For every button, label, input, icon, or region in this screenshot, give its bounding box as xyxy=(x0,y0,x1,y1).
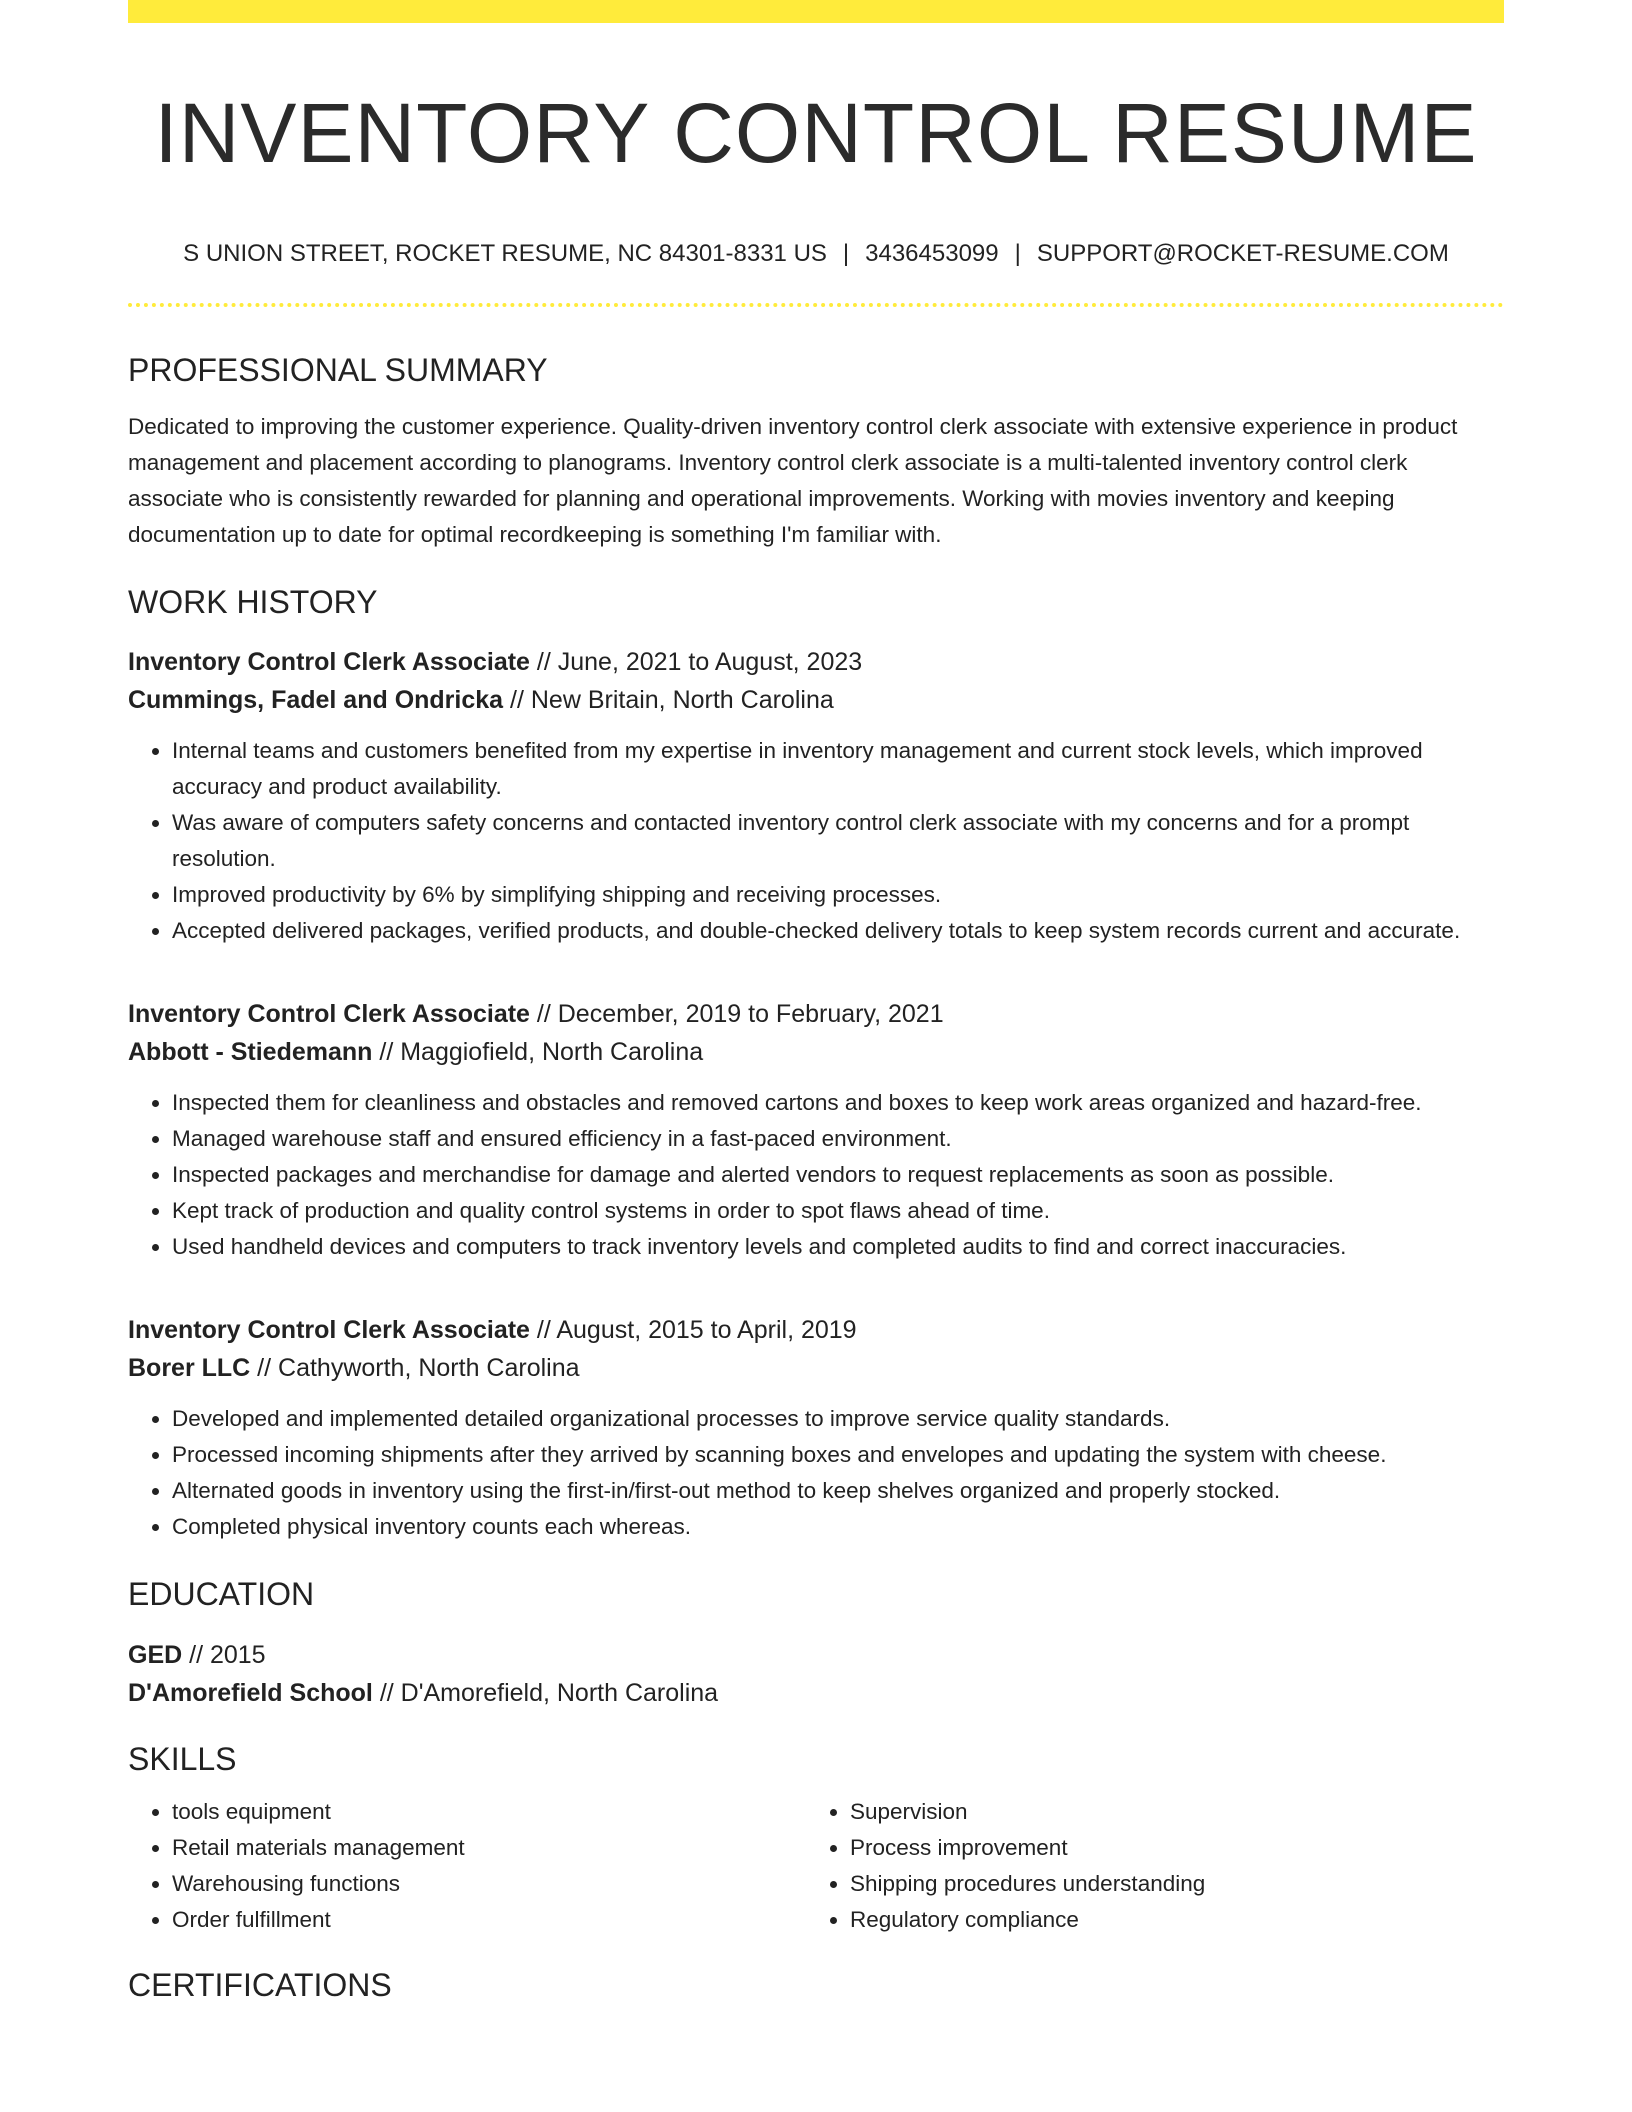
job-entry xyxy=(128,995,1504,1265)
job-role: Inventory Control Clerk Associate xyxy=(128,1316,530,1345)
job-bullet: • Kept track of production and quality control systems in order to spot flaws ahead of time. xyxy=(172,1193,1504,1229)
skill-item: • Process improvement xyxy=(850,1830,1484,1866)
job-bullet: • Managed warehouse staff and ensured efficiency in a fast-paced environment. xyxy=(172,1121,1504,1157)
contact-separator: | xyxy=(842,239,850,267)
job-dates: // December, 2019 to February, 2021 xyxy=(529,1000,944,1029)
skill-item: • Shipping procedures understanding xyxy=(850,1866,1484,1902)
job-bullets xyxy=(128,733,1504,949)
job-location: // Maggiofield, North Carolina xyxy=(372,1038,704,1067)
accent-top-bar xyxy=(128,0,1504,23)
skill-item: • tools equipment xyxy=(172,1794,806,1830)
job-entry xyxy=(128,643,1504,949)
job-bullet: • Used handheld devices and computers to track inventory levels and completed audits to find and correct inaccuracies. xyxy=(172,1229,1504,1265)
job-bullet: • Developed and implemented detailed organizational processes to improve service quality standards. xyxy=(172,1401,1504,1437)
job-entry xyxy=(128,1311,1504,1545)
contact-line xyxy=(128,240,1504,269)
education-entry xyxy=(128,1636,1504,1712)
job-role-line xyxy=(128,643,1504,681)
section-title-certifications: CERTIFICATIONS xyxy=(128,1967,392,2004)
contact-separator: | xyxy=(1014,239,1021,267)
job-bullet: • Inspected them for cleanliness and obstacles and removed cartons and boxes to keep work areas organized and hazard-free. xyxy=(172,1085,1504,1121)
job-bullet: • Was aware of computers safety concerns and contacted inventory control clerk associate with my concerns and for a prompt resolution. xyxy=(172,805,1504,877)
education-degree-line xyxy=(128,1636,1504,1674)
job-role-line xyxy=(128,995,1504,1033)
job-location: // New Britain, North Carolina xyxy=(503,686,834,715)
job-company: Abbott - Stiedemann xyxy=(128,1038,373,1067)
education-degree: GED xyxy=(128,1640,183,1669)
job-bullet: • Internal teams and customers benefited from my expertise in inventory management and current stock levels, which improved accuracy and product availability. xyxy=(172,733,1504,805)
section-title-education: EDUCATION xyxy=(128,1576,315,1613)
education-year: // 2015 xyxy=(182,1640,266,1669)
job-bullet: • Processed incoming shipments after they arrived by scanning boxes and envelopes and updating the system with cheese. xyxy=(172,1437,1504,1473)
job-company-line xyxy=(128,1033,1504,1071)
contact-phone: 3436453099 xyxy=(865,239,999,267)
skills-column-right xyxy=(806,1794,1484,1938)
education-school-line xyxy=(128,1674,1504,1712)
job-role: Inventory Control Clerk Associate xyxy=(128,1000,530,1029)
resume-page xyxy=(128,0,1504,2005)
job-bullet: • Accepted delivered packages, verified products, and double-checked delivery totals to keep system records current and accurate. xyxy=(172,913,1504,949)
summary-text: Dedicated to improving the customer experience. Quality-driven inventory control clerk associate with extensive experience in product management and placement according to planograms. Inventory control clerk associate is a multi-talented inventory control clerk associate who is consistently rewarded for planning and operational improvements. Working with movies inventory and keeping documentation up to date for optimal recordkeeping is something I'm familiar with. xyxy=(128,413,1458,547)
job-bullets xyxy=(128,1401,1504,1545)
skills-grid xyxy=(128,1794,1504,1938)
job-dates: // June, 2021 to August, 2023 xyxy=(529,648,863,677)
skill-item: • Warehousing functions xyxy=(172,1866,806,1902)
job-company-line xyxy=(128,681,1504,719)
education-school: D'Amorefield School xyxy=(128,1678,373,1707)
job-bullet: • Alternated goods in inventory using the first-in/first-out method to keep shelves organized and properly stocked. xyxy=(172,1473,1504,1509)
job-bullet: • Completed physical inventory counts each whereas. xyxy=(172,1509,1504,1545)
job-location: // Cathyworth, North Carolina xyxy=(250,1354,580,1383)
education-location: // D'Amorefield, North Carolina xyxy=(372,1678,719,1707)
job-company: Cummings, Fadel and Ondricka xyxy=(128,686,504,715)
section-title-summary: PROFESSIONAL SUMMARY xyxy=(128,351,548,388)
skill-item: • Supervision xyxy=(850,1794,1484,1830)
job-company-line xyxy=(128,1349,1504,1387)
job-company: Borer LLC xyxy=(128,1354,251,1383)
skills-column-left xyxy=(128,1794,806,1938)
resume-title: INVENTORY CONTROL RESUME xyxy=(154,86,1478,180)
job-role-line xyxy=(128,1311,1504,1349)
section-title-skills: SKILLS xyxy=(128,1740,237,1777)
skill-item: • Regulatory compliance xyxy=(850,1902,1484,1938)
dotted-divider xyxy=(128,303,1504,307)
contact-address: S UNION STREET, ROCKET RESUME, NC 84301-8331 US xyxy=(183,239,827,267)
job-bullet: • Improved productivity by 6% by simplifying shipping and receiving processes. xyxy=(172,877,1504,913)
job-role: Inventory Control Clerk Associate xyxy=(128,648,530,677)
skill-item: • Retail materials management xyxy=(172,1830,806,1866)
job-bullet: • Inspected packages and merchandise for damage and alerted vendors to request replacements as soon as possible. xyxy=(172,1157,1504,1193)
skill-item: • Order fulfillment xyxy=(172,1902,806,1938)
job-dates: // August, 2015 to April, 2019 xyxy=(529,1316,857,1345)
section-title-work-history: WORK HISTORY xyxy=(128,583,378,620)
contact-email: SUPPORT@ROCKET-RESUME.COM xyxy=(1036,239,1449,267)
job-bullets xyxy=(128,1085,1504,1265)
